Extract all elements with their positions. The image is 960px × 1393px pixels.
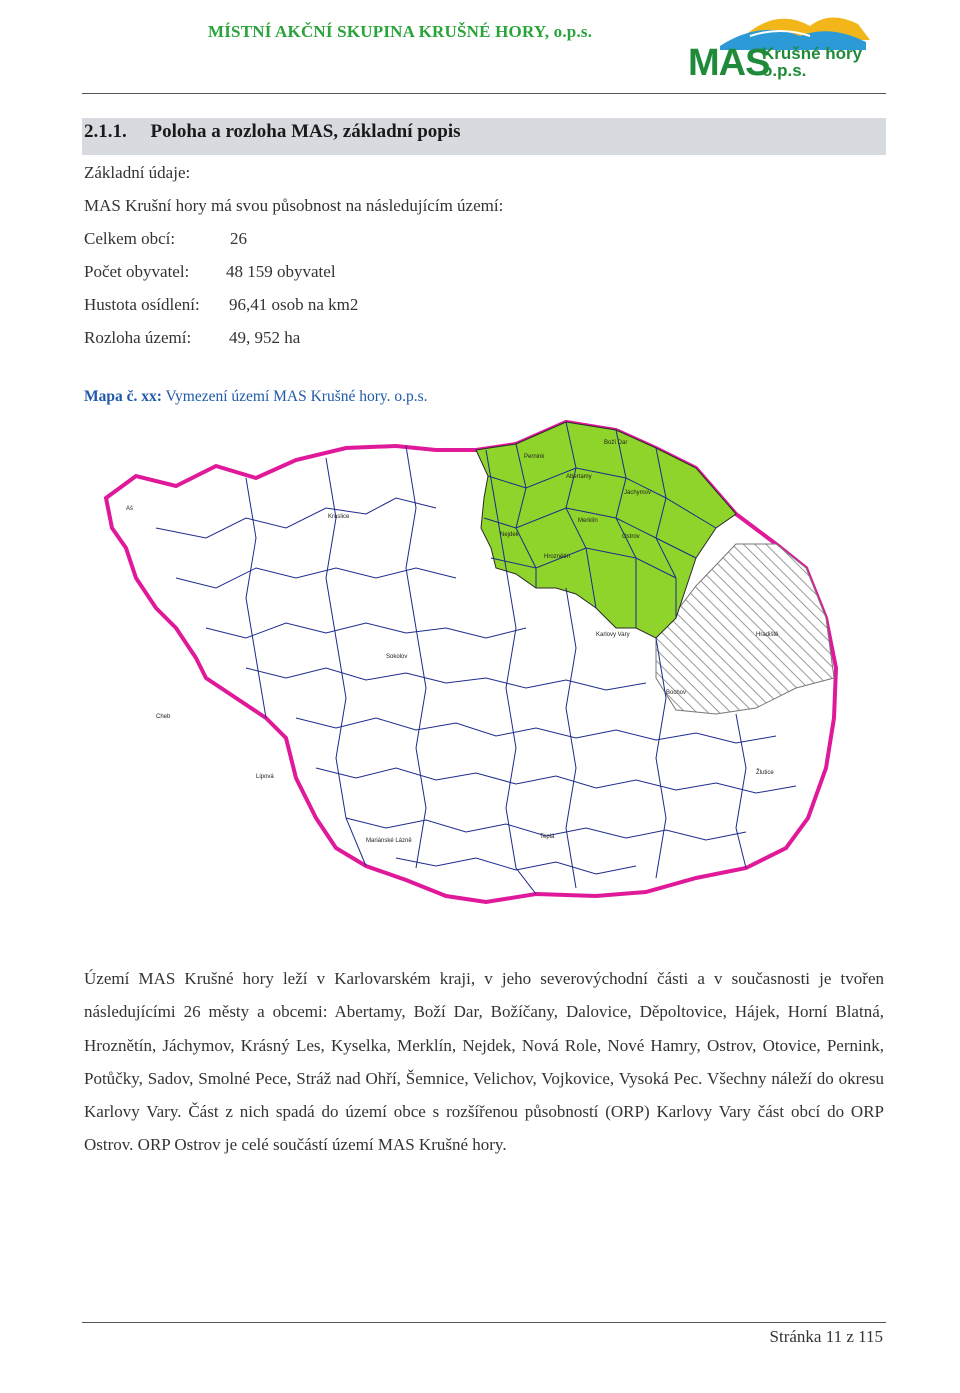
town-zlutice: Žlutice <box>756 770 774 776</box>
town-abertamy: Abertamy <box>566 474 592 480</box>
header-title: MÍSTNÍ AKČNÍ SKUPINA KRUŠNÉ HORY, o.p.s. <box>208 22 593 41</box>
logo-krusne-hory-text: Krušné hory <box>762 44 863 63</box>
town-sokolov: Sokolov <box>386 654 408 660</box>
map-caption-text: Vymezení území MAS Krušné hory. o.p.s. <box>165 388 428 405</box>
footer-divider <box>82 1322 886 1323</box>
page-number: Stránka 11 z 115 <box>769 1327 883 1346</box>
obyvatel-label: Počet obyvatel: <box>84 262 190 281</box>
hustota-value: 96,41 osob na km2 <box>229 295 359 314</box>
basic-heading: Základní údaje: <box>84 163 191 182</box>
mas-logo <box>680 6 880 82</box>
town-merklin: Merklín <box>578 518 598 524</box>
logo-ops-text: o.p.s. <box>762 61 807 80</box>
hustota-label: Hustota osídlení: <box>84 295 200 314</box>
town-ostrov: Ostrov <box>622 534 640 540</box>
territory-description: Území MAS Krušné hory leží v Karlovarském kraji, v jeho severovýchodní části a v současnosti je tvořen následujícími 26 městy a obcemi: Abertamy, Boží Dar, Božíčany, Dalovice, Děpoltovice, Hájek, Horní Blatná, Hroznětín, Jáchymov, Krásný Les, Kyselka, Merklín, Nejdek, Nová Role, Nové Hamry, Ostrov, Otovice, Pernink, Potůčky, Sadov, Smolné Pece, Stráž nad Ohří, Šemnice, Velichov, Vojkovice, Vysoká Pec. Všechny náleží do okresu Karlovy Vary. Část z nich spadá do území obce s rozšířenou působností (ORP) Karlovy Vary část obcí do ORP Ostrov. ORP Ostrov je celé součástí území MAS Krušné hory. <box>84 969 884 1155</box>
town-kraslice: Kraslice <box>328 514 350 520</box>
town-cheb: Cheb <box>156 714 171 720</box>
region-map <box>96 418 886 912</box>
rozloha-value: 49, 952 ha <box>229 328 301 347</box>
town-jachymov: Jáchymov <box>624 490 652 496</box>
town-bozi-dar: Boží Dar <box>604 440 628 446</box>
town-bochov: Bochov <box>666 690 687 696</box>
town-hradiste: Hradiště <box>756 632 779 638</box>
town-nejdek: Nejdek <box>500 532 519 538</box>
obce-label: Celkem obcí: <box>84 229 176 248</box>
town-marianske-lazne: Mariánské Lázně <box>366 838 412 844</box>
town-hroznetin: Hroznětín <box>544 554 571 560</box>
section-title: Poloha a rozloha MAS, základní popis <box>150 121 461 142</box>
town-lipova: Lipová <box>256 774 274 780</box>
basic-intro: MAS Krušní hory má svou působnost na následujícím území: <box>84 196 504 215</box>
logo-mas-text: MAS <box>688 42 770 84</box>
map-caption-label: Mapa č. xx: <box>84 388 162 405</box>
section-heading <box>84 121 461 143</box>
town-karlovy-vary: Karlovy Vary <box>596 632 630 638</box>
section-number: 2.1.1. <box>84 121 127 142</box>
header-divider <box>82 93 886 94</box>
rozloha-label: Rozloha území: <box>84 328 192 347</box>
town-tepla: Teplá <box>540 834 555 840</box>
town-pernink: Pernink <box>524 454 545 460</box>
town-as: Aš <box>126 506 134 512</box>
obyvatel-value: 48 159 obyvatel <box>226 262 336 281</box>
map-caption <box>84 388 428 406</box>
obce-value: 26 <box>230 229 247 248</box>
